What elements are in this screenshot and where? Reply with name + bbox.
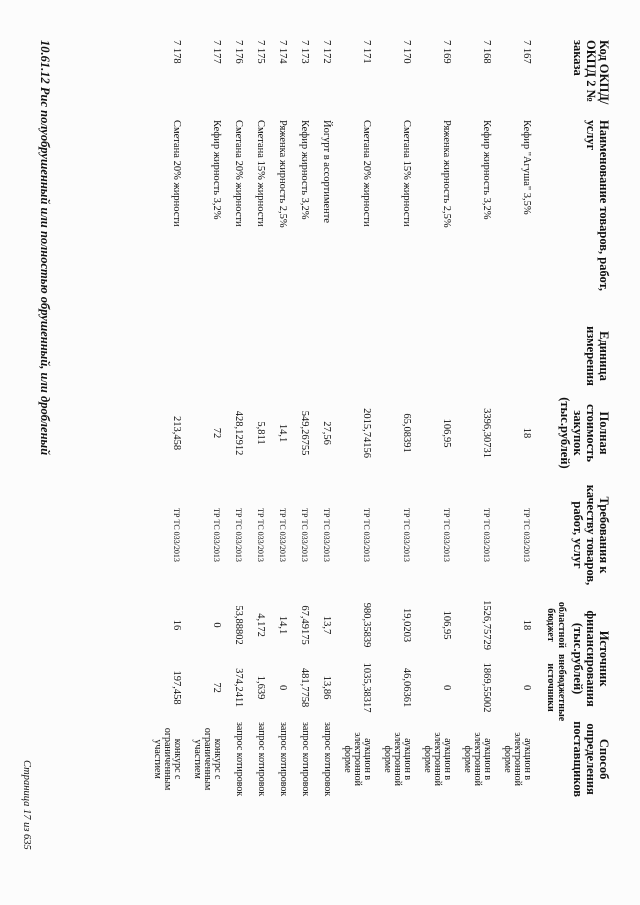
header-code: Код ОКПД/ ОКПД 2 № заказа bbox=[571, 40, 611, 105]
cell-name: Сметана 20% жирности bbox=[171, 120, 182, 227]
cell-extra-budget: 197,458 bbox=[171, 670, 182, 705]
cell-name: Кефир жирность 3,2% bbox=[299, 120, 310, 220]
cell-cost: 72 bbox=[211, 427, 222, 439]
cell-extra-budget: 481,7758 bbox=[299, 667, 310, 708]
table-row bbox=[337, 40, 377, 797]
cell-regional-budget: 4,172 bbox=[255, 613, 266, 637]
cell-regional-budget: 1526,75729 bbox=[481, 600, 492, 650]
cell-code: 7 174 bbox=[277, 40, 288, 64]
cell-method: аукцион в электронной форме bbox=[342, 732, 373, 787]
header-source: Источник финансирования (тыс.рублей) bbox=[571, 610, 611, 707]
cell-cost: 549,26755 bbox=[299, 410, 310, 456]
cell-code: 7 173 bbox=[299, 40, 310, 64]
cell-code: 7 171 bbox=[361, 40, 372, 64]
table-row bbox=[377, 40, 417, 797]
cell-extra-budget: 0 bbox=[441, 684, 452, 691]
cell-name: Сметана 15% жирности bbox=[401, 120, 412, 227]
cell-method: аукцион в электронной форме bbox=[462, 732, 493, 787]
cell-requirements: ТР ТС 033/2013 bbox=[322, 508, 331, 562]
cell-name: Ряженка жирность 2,5% bbox=[441, 120, 452, 228]
table-row bbox=[271, 40, 293, 797]
cell-code: 7 175 bbox=[255, 40, 266, 64]
cell-code: 7 176 bbox=[233, 40, 244, 64]
cell-requirements: ТР ТС 033/2013 bbox=[172, 508, 181, 562]
cell-requirements: ТР ТС 033/2013 bbox=[234, 508, 243, 562]
cell-method: запрос котировок bbox=[234, 721, 245, 797]
cell-method: запрос котировок bbox=[300, 721, 311, 797]
cell-regional-budget: 53,88802 bbox=[233, 605, 244, 645]
cell-unit bbox=[497, 320, 537, 392]
cell-unit bbox=[187, 320, 227, 392]
header-unit: Единица измерения bbox=[584, 326, 611, 386]
table-row bbox=[187, 40, 227, 797]
cell-name: Ряженка жирность 2,5% bbox=[277, 120, 288, 228]
table-row bbox=[227, 40, 249, 797]
cell-method: запрос котировок bbox=[278, 721, 289, 797]
table-header-row bbox=[567, 40, 610, 797]
cell-name: Сметана 20% жирности bbox=[233, 120, 244, 227]
cell-regional-budget: 16 bbox=[171, 619, 182, 631]
cell-requirements: ТР ТС 033/2013 bbox=[522, 508, 531, 562]
cell-unit bbox=[271, 320, 293, 392]
cell-unit bbox=[337, 320, 377, 392]
header-requirements: Требования к качеству товаров, работ, услуг bbox=[571, 484, 611, 586]
cell-method: конкурс с ограниченным участием bbox=[152, 727, 183, 791]
cell-extra-budget: 374,2411 bbox=[233, 668, 244, 708]
cell-extra-budget: 72 bbox=[211, 682, 222, 693]
cell-code: 7 172 bbox=[321, 40, 332, 64]
header-cost: Полная стоимость закупок (тыс.рублей) bbox=[558, 397, 611, 469]
table-row bbox=[293, 40, 315, 797]
cell-method: конкурс с ограниченным участием bbox=[192, 727, 223, 791]
cell-unit bbox=[227, 320, 249, 392]
section-title: 10.61.12 Рис полуобрушенный или полностью обрушенный, или дробленый bbox=[38, 40, 52, 456]
cell-unit bbox=[249, 320, 271, 392]
cell-regional-budget: 18 bbox=[521, 619, 532, 631]
cell-requirements: ТР ТС 033/2013 bbox=[362, 508, 371, 562]
table-row bbox=[457, 40, 497, 797]
table-row bbox=[417, 40, 457, 797]
cell-requirements: ТР ТС 033/2013 bbox=[442, 508, 451, 562]
cell-method: запрос котировок bbox=[322, 721, 333, 797]
cell-code: 7 168 bbox=[481, 40, 492, 64]
table-row bbox=[497, 40, 537, 797]
cell-method: аукцион в электронной форме bbox=[382, 732, 413, 787]
cell-regional-budget: 14,1 bbox=[277, 615, 288, 635]
cell-cost: 2015,74156 bbox=[361, 408, 372, 458]
cell-unit bbox=[457, 320, 497, 392]
cell-extra-budget: 1035,38317 bbox=[361, 662, 372, 713]
cell-cost: 428,12912 bbox=[233, 410, 244, 456]
cell-cost: 106,95 bbox=[441, 418, 452, 448]
header-source-extra: внебюджетные источники bbox=[545, 654, 567, 722]
cell-cost: 65,08391 bbox=[401, 413, 412, 453]
cell-method: аукцион в электронной форме bbox=[422, 732, 453, 787]
cell-name: Сметана 20% жирности bbox=[361, 120, 372, 227]
cell-requirements: ТР ТС 033/2013 bbox=[212, 508, 221, 562]
cell-cost: 18 bbox=[521, 427, 532, 439]
cell-regional-budget: 0 bbox=[211, 622, 222, 628]
cell-requirements: ТР ТС 033/2013 bbox=[482, 508, 491, 562]
cell-cost: 3396,30731 bbox=[481, 408, 492, 458]
cell-method: запрос котировок bbox=[256, 721, 267, 797]
cell-cost: 5,811 bbox=[255, 421, 266, 445]
cell-extra-budget: 1869,55002 bbox=[481, 662, 492, 713]
cell-code: 7 167 bbox=[521, 40, 532, 64]
header-source-regional: областной бюджет bbox=[545, 601, 567, 649]
cell-code: 7 169 bbox=[441, 40, 452, 64]
cell-unit bbox=[293, 320, 315, 392]
cell-unit bbox=[315, 320, 337, 392]
cell-extra-budget: 0 bbox=[277, 684, 288, 691]
cell-regional-budget: 13,7 bbox=[321, 615, 332, 635]
cell-name: Кефир жирность 3,2% bbox=[211, 120, 222, 220]
cell-unit bbox=[417, 320, 457, 392]
cell-cost: 213,458 bbox=[171, 415, 182, 451]
cell-requirements: ТР ТС 033/2013 bbox=[402, 508, 411, 562]
cell-name: Сметана 15% жирности bbox=[255, 120, 266, 227]
cell-requirements: ТР ТС 033/2013 bbox=[256, 508, 265, 562]
table-row bbox=[315, 40, 337, 797]
cell-code: 7 177 bbox=[211, 40, 222, 64]
cell-method: аукцион в электронной форме bbox=[502, 732, 533, 787]
cell-name: Кефир жирность 3,2% bbox=[481, 120, 492, 220]
table-row bbox=[147, 40, 187, 797]
cell-regional-budget: 980,35839 bbox=[361, 602, 372, 648]
table-body bbox=[147, 40, 537, 797]
cell-name: Йогурт в ассортименте bbox=[321, 120, 332, 224]
cell-regional-budget: 19,0203 bbox=[401, 607, 412, 643]
page-number: Страница 17 из 635 bbox=[21, 760, 32, 850]
header-method: Способ определения поставщиков bbox=[571, 721, 611, 797]
cell-extra-budget: 46,06361 bbox=[401, 667, 412, 708]
table-row bbox=[249, 40, 271, 797]
procurement-table bbox=[147, 40, 610, 797]
cell-code: 7 178 bbox=[171, 40, 182, 64]
header-name: Наименование товаров, работ, услуг bbox=[584, 120, 611, 291]
cell-code: 7 170 bbox=[401, 40, 412, 64]
cell-cost: 14,1 bbox=[277, 423, 288, 443]
cell-requirements: ТР ТС 033/2013 bbox=[278, 508, 287, 562]
cell-unit bbox=[147, 320, 187, 392]
cell-requirements: ТР ТС 033/2013 bbox=[300, 508, 309, 562]
cell-regional-budget: 67,49175 bbox=[299, 605, 310, 645]
cell-cost: 27,56 bbox=[321, 421, 332, 445]
cell-name: Кефир "Агуша" 3,5% bbox=[521, 120, 532, 215]
cell-extra-budget: 0 bbox=[521, 684, 532, 691]
cell-extra-budget: 13,86 bbox=[321, 675, 332, 700]
cell-regional-budget: 106,95 bbox=[441, 610, 452, 640]
cell-extra-budget: 1,639 bbox=[255, 675, 266, 700]
cell-unit bbox=[377, 320, 417, 392]
